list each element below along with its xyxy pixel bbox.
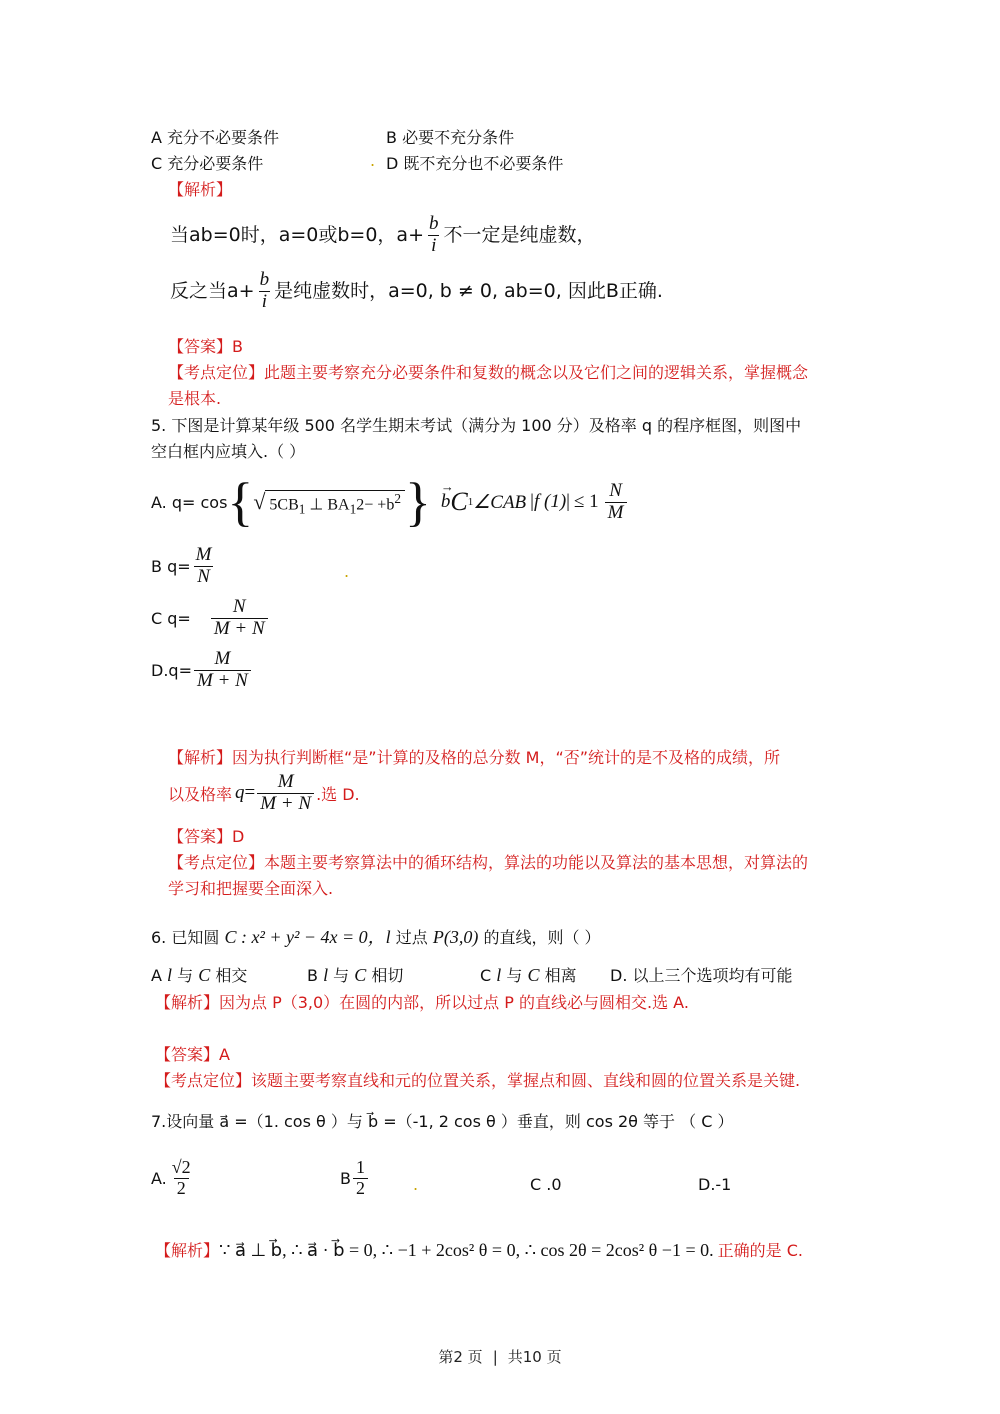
q6-stem-prefix: 6. 已知圆 (151, 928, 225, 947)
q6-analysis: 【解析】因为点 P（3,0）在圆的内部，所以过点 P 的直线必与圆相交.选 A. (155, 993, 689, 1012)
q5-option-b (151, 545, 216, 588)
q5-option-d-den: M + N (194, 670, 251, 692)
q5-option-b-num: M (195, 544, 212, 565)
q4-line2-prefix: 反之当a+ (170, 279, 255, 302)
q5-vec-b-letter: b (440, 491, 451, 512)
q6-c-pre: C (480, 966, 497, 985)
q4-line2-fraction (257, 270, 273, 313)
q5-analysis-eq: = (244, 782, 256, 804)
q5-option-d-fraction (194, 649, 251, 692)
q5-option-c-fraction (211, 597, 268, 640)
q4-analysis-line-2 (170, 270, 663, 313)
q5-stem-line-1: 5. 下图是计算某年级 500 名学生期末考试（满分为 100 分）及格率 q 的程序框图，则图中 (151, 416, 802, 435)
q5-stray-dot: . (344, 562, 350, 581)
q7-option-b-fraction (353, 1158, 368, 1199)
q5-big-c: C (450, 487, 468, 516)
q5-option-d-num: M (214, 648, 231, 669)
q4-analysis-tag: 【解析】 (168, 180, 233, 199)
q6-b-post: 相切 (366, 966, 404, 985)
q7-analysis-end: 正确的是 C. (717, 1241, 803, 1260)
q5-option-b-fraction (193, 545, 215, 588)
q6-c-l: l (496, 965, 502, 985)
q5-option-a-den: M (605, 502, 627, 524)
q7-option-b-num: 1 (355, 1157, 365, 1177)
q7-option-b-label: B (340, 1168, 351, 1188)
q5-abs-f1: |f (1)| (530, 491, 570, 512)
q7-option-a-label: A. (151, 1168, 167, 1188)
q5-angle-cab: ∠CAB (473, 491, 527, 513)
q6-b-l: l (323, 965, 329, 985)
q5-key-point-1: 【考点定位】本题主要考察算法中的循环结构，算法的功能以及算法的基本思想，对算法的 (168, 853, 809, 872)
q5-radicand-main: 5CB (269, 496, 299, 514)
q7-analysis-math: ∵ a⃗ ⊥ b⃗, ∴ a⃗ · b⃗ = 0, ∴ −1 + 2cos² θ = 0, ∴ cos 2θ = 2cos² θ −1 = 0. (219, 1240, 714, 1260)
q4-line1-num: b (429, 213, 439, 234)
q5-option-d (151, 649, 253, 692)
q6-stem-p: P(3,0) (432, 927, 479, 947)
q6-option-a (151, 963, 247, 986)
q5-sub1: 1 (298, 501, 306, 517)
q6-a-mid: 与 (172, 966, 199, 985)
q7-option-c: C .0 (530, 1175, 562, 1194)
q4-line1-den: i (428, 235, 439, 257)
q5-option-c-den: M + N (211, 618, 268, 640)
q5-option-c (151, 597, 270, 640)
q6-stem-mid: 过点 (390, 928, 433, 947)
q7-option-a (151, 1158, 196, 1199)
q5-option-a-label: A. q= cos (151, 492, 228, 512)
footer-total-pages: 共10 页 (507, 1348, 562, 1366)
q5-option-c-label: C q= (151, 608, 191, 628)
q7-option-b (340, 1158, 370, 1199)
q5-analysis-num: M (277, 771, 294, 792)
q5-analysis-suffix: .选 D. (316, 784, 360, 804)
q7-analysis-tag: 【解析】 (155, 1241, 220, 1260)
q4-answer: 【答案】B (168, 337, 243, 356)
q5-abs-inner: f (1) (533, 491, 567, 512)
q6-stem-c: C (224, 927, 237, 947)
q4-option-d: D 既不充分也不必要条件 (386, 154, 564, 173)
q6-a-c: C (198, 965, 211, 985)
q6-option-b (307, 963, 403, 986)
q7-stray-dot: . (413, 1175, 419, 1194)
q5-option-a (151, 472, 629, 532)
q4-analysis-line-1 (170, 214, 596, 257)
q4-option-c: C 充分必要条件 (151, 154, 264, 173)
q5-analysis-fraction (257, 772, 314, 815)
q6-stem-suffix: 的直线，则（ ） (478, 928, 601, 947)
q7-option-a-fraction (169, 1158, 194, 1199)
q6-stem-eq: : x² + y² − 4x = 0， (236, 927, 386, 947)
q7-option-a-num: √2 (171, 1157, 191, 1177)
q5-sub2: 1 (349, 501, 357, 517)
q5-analysis-line-2 (168, 772, 360, 815)
q5-option-b-den: N (194, 566, 213, 588)
q5-option-d-label: D.q= (151, 660, 192, 680)
q5-option-b-label: B q= (151, 556, 191, 576)
q7-analysis (155, 1238, 803, 1261)
q4-option-a: A 充分不必要条件 (151, 128, 280, 147)
q5-analysis-q: q (235, 782, 245, 804)
page-footer (0, 1346, 1000, 1367)
q5-stem-line-2: 空白框内应填入.（ ） (151, 442, 306, 461)
q6-c-mid: 与 (501, 966, 528, 985)
q4-line2-den: i (259, 291, 270, 313)
q5-key-point-2: 学习和把握要全面深入. (168, 879, 334, 898)
q6-option-d (610, 963, 793, 986)
q5-right-brace: } (404, 472, 431, 532)
q4-key-point-1: 【考点定位】此题主要考察充分必要条件和复数的概念以及它们之间的逻辑关系，掌握概念 (168, 363, 809, 382)
q6-a-pre: A (151, 966, 168, 985)
q5-sup: 2 (394, 491, 401, 507)
q6-b-pre: B (307, 966, 324, 985)
q5-perp: ⊥ BA (305, 496, 350, 514)
q5-answer: 【答案】D (168, 827, 245, 846)
q4-line2-suffix: 是纯虚数时，a=0, b ≠ 0, ab=0, 因此B正确. (274, 279, 663, 302)
q7-stem: 7.设向量 a⃗ =（1. cos θ ）与 b⃗ =（-1, 2 cos θ ）垂直，则 cos 2θ 等于 （ C ） (151, 1112, 734, 1131)
q7-option-b-den: 2 (353, 1178, 368, 1199)
footer-page-number: 第2 页 (438, 1348, 483, 1366)
q5-analysis-prefix: 以及格率 (168, 784, 233, 804)
q6-a-post: 相交 (210, 966, 248, 985)
q5-le-one: ≤ 1 (573, 491, 599, 512)
q6-stem-l: l (385, 927, 391, 947)
q5-analysis-den: M + N (257, 793, 314, 815)
q5-analysis-line-1: 【解析】因为执行判断框“是”计算的及格的总分数 M，“否”统计的是不及格的成绩，所 (168, 748, 781, 767)
q6-c-c: C (527, 965, 540, 985)
q5-option-a-num: N (609, 479, 622, 501)
q5-option-c-num: N (232, 596, 246, 617)
q7-option-d: D.-1 (698, 1175, 732, 1194)
q5-vector-b: → b (440, 479, 454, 512)
q6-b-mid: 与 (328, 966, 355, 985)
q5-radical-sign: √ (253, 489, 266, 514)
q4-option-b: B 必要不充分条件 (386, 128, 515, 147)
q5-c-sub: 1 (467, 496, 474, 508)
q6-key-point: 【考点定位】该题主要考察直线和元的位置关系，掌握点和圆、直线和圆的位置关系是关键. (155, 1071, 801, 1090)
q5-tail: 2− +b (356, 496, 395, 514)
q6-stem (151, 923, 601, 949)
q6-answer: 【答案】A (155, 1045, 230, 1064)
q6-d-pre: D. 以上三个选项均有可能 (610, 966, 793, 985)
q4-line1-suffix: 不一定是纯虚数， (443, 223, 596, 246)
q4-key-point-2: 是根本. (168, 389, 222, 408)
q6-b-c: C (354, 965, 367, 985)
q5-radicand (265, 490, 405, 518)
q5-option-a-fraction (605, 481, 627, 524)
footer-separator: | (492, 1348, 498, 1366)
q4-line1-prefix: 当ab=0时，a=0或b=0，a+ (170, 223, 424, 246)
q5-left-brace: { (227, 472, 254, 532)
q6-option-c (480, 963, 577, 986)
q4-line1-fraction (426, 214, 442, 257)
q7-option-a-den: 2 (174, 1178, 189, 1199)
q6-c-post: 相离 (539, 966, 577, 985)
q6-a-l: l (167, 965, 173, 985)
q4-stray-dot: . (370, 151, 376, 170)
q4-line2-num: b (259, 269, 270, 290)
